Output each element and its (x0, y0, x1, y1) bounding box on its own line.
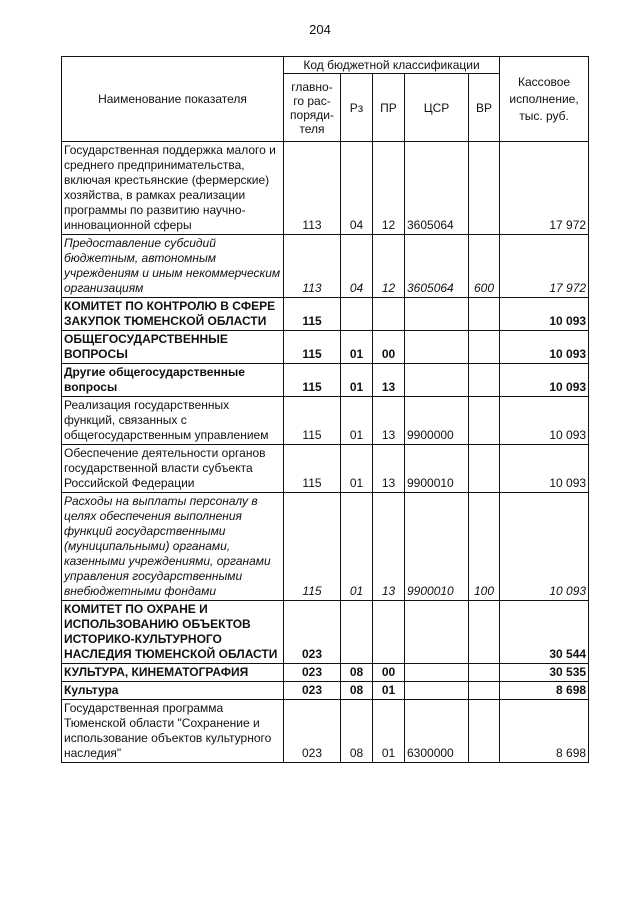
table-row (62, 700, 589, 763)
row-vr (469, 601, 500, 664)
header-vr: ВР (469, 74, 500, 142)
row-vr (469, 364, 500, 397)
row-glav: 023 (284, 664, 341, 682)
table-row (62, 664, 589, 682)
table-row (62, 682, 589, 700)
table-row (62, 397, 589, 445)
table-row (62, 235, 589, 298)
row-pr: 00 (373, 664, 405, 682)
row-rz (341, 298, 373, 331)
budget-table (61, 56, 589, 763)
table-row (62, 298, 589, 331)
table-row (62, 601, 589, 664)
row-pr (373, 298, 405, 331)
row-pr: 13 (373, 445, 405, 493)
row-name: Обеспечение деятельности органов государственной власти субъекта Российской Федерации (62, 445, 284, 493)
row-glav: 115 (284, 331, 341, 364)
row-vr: 600 (469, 235, 500, 298)
row-name: ОБЩЕГОСУДАРСТВЕННЫЕ ВОПРОСЫ (62, 331, 284, 364)
header-name: Наименование показателя (62, 57, 284, 142)
row-rz (341, 601, 373, 664)
row-rz: 08 (341, 664, 373, 682)
row-amount: 10 093 (500, 445, 589, 493)
header-glavnogo: главно-го рас-поряди-теля (284, 74, 341, 142)
row-name: Расходы на выплаты персоналу в целях обеспечения выполнения функций государственными (муниципальными) органами, казенными учреждениями, органами управления государственными внебюджетными фондами (62, 493, 284, 601)
row-glav: 113 (284, 142, 341, 235)
row-csr: 9900010 (405, 445, 469, 493)
header-kassovoe: Кассовое исполнение, тыс. руб. (500, 57, 589, 142)
row-vr (469, 682, 500, 700)
row-rz: 01 (341, 397, 373, 445)
row-glav: 023 (284, 682, 341, 700)
row-vr (469, 142, 500, 235)
row-amount: 10 093 (500, 364, 589, 397)
row-csr: 9900000 (405, 397, 469, 445)
row-csr: 3605064 (405, 142, 469, 235)
row-csr (405, 664, 469, 682)
row-amount: 17 972 (500, 235, 589, 298)
row-name: Реализация государственных функций, связанных с общегосударственным управлением (62, 397, 284, 445)
row-name: Государственная поддержка малого и среднего предпринимательства, включая крестьянские (фермерские) хозяйства, в рамках реализации программы по развитию научно-инновационной сферы (62, 142, 284, 235)
row-glav: 023 (284, 700, 341, 763)
row-csr (405, 682, 469, 700)
page-number: 204 (309, 22, 331, 37)
row-vr (469, 298, 500, 331)
row-glav: 115 (284, 397, 341, 445)
row-vr (469, 700, 500, 763)
row-rz: 04 (341, 235, 373, 298)
row-amount: 10 093 (500, 298, 589, 331)
row-pr: 13 (373, 364, 405, 397)
row-amount: 17 972 (500, 142, 589, 235)
row-vr (469, 331, 500, 364)
row-vr: 100 (469, 493, 500, 601)
row-glav: 113 (284, 235, 341, 298)
row-amount: 8 698 (500, 700, 589, 763)
row-pr: 12 (373, 235, 405, 298)
table-row (62, 445, 589, 493)
table-row (62, 142, 589, 235)
row-csr: 9900010 (405, 493, 469, 601)
row-csr: 6300000 (405, 700, 469, 763)
row-rz: 01 (341, 445, 373, 493)
row-amount: 10 093 (500, 493, 589, 601)
row-amount: 10 093 (500, 331, 589, 364)
row-name: КУЛЬТУРА, КИНЕМАТОГРАФИЯ (62, 664, 284, 682)
header-code-group: Код бюджетной классификации (284, 57, 500, 74)
row-name: КОМИТЕТ ПО КОНТРОЛЮ В СФЕРЕ ЗАКУПОК ТЮМЕНСКОЙ ОБЛАСТИ (62, 298, 284, 331)
row-pr: 12 (373, 142, 405, 235)
row-csr (405, 364, 469, 397)
row-pr: 13 (373, 493, 405, 601)
row-amount: 30 535 (500, 664, 589, 682)
row-amount: 8 698 (500, 682, 589, 700)
header-rz: Рз (341, 74, 373, 142)
header-csr: ЦСР (405, 74, 469, 142)
row-vr (469, 664, 500, 682)
table-row (62, 331, 589, 364)
row-name: Другие общегосударственные вопросы (62, 364, 284, 397)
row-pr (373, 601, 405, 664)
row-pr: 01 (373, 700, 405, 763)
row-pr: 00 (373, 331, 405, 364)
row-glav: 115 (284, 445, 341, 493)
row-csr: 3605064 (405, 235, 469, 298)
row-glav: 115 (284, 364, 341, 397)
row-rz: 01 (341, 331, 373, 364)
row-name: Государственная программа Тюменской области "Сохранение и использование объектов культурного наследия" (62, 700, 284, 763)
row-vr (469, 445, 500, 493)
row-amount: 10 093 (500, 397, 589, 445)
row-name: Культура (62, 682, 284, 700)
row-glav: 115 (284, 493, 341, 601)
row-name: КОМИТЕТ ПО ОХРАНЕ И ИСПОЛЬЗОВАНИЮ ОБЪЕКТОВ ИСТОРИКО-КУЛЬТУРНОГО НАСЛЕДИЯ ТЮМЕНСКОЙ ОБЛАСТИ (62, 601, 284, 664)
row-rz: 01 (341, 493, 373, 601)
row-vr (469, 397, 500, 445)
table-row (62, 493, 589, 601)
row-csr (405, 298, 469, 331)
row-amount: 30 544 (500, 601, 589, 664)
row-name: Предоставление субсидий бюджетным, автономным учреждениям и иным некоммерческим организациям (62, 235, 284, 298)
header-pr: ПР (373, 74, 405, 142)
row-pr: 13 (373, 397, 405, 445)
row-csr (405, 601, 469, 664)
row-glav: 023 (284, 601, 341, 664)
header-row-1 (62, 57, 589, 74)
row-rz: 08 (341, 682, 373, 700)
row-csr (405, 331, 469, 364)
row-rz: 01 (341, 364, 373, 397)
row-rz: 08 (341, 700, 373, 763)
row-pr: 01 (373, 682, 405, 700)
table-row (62, 364, 589, 397)
row-rz: 04 (341, 142, 373, 235)
row-glav: 115 (284, 298, 341, 331)
